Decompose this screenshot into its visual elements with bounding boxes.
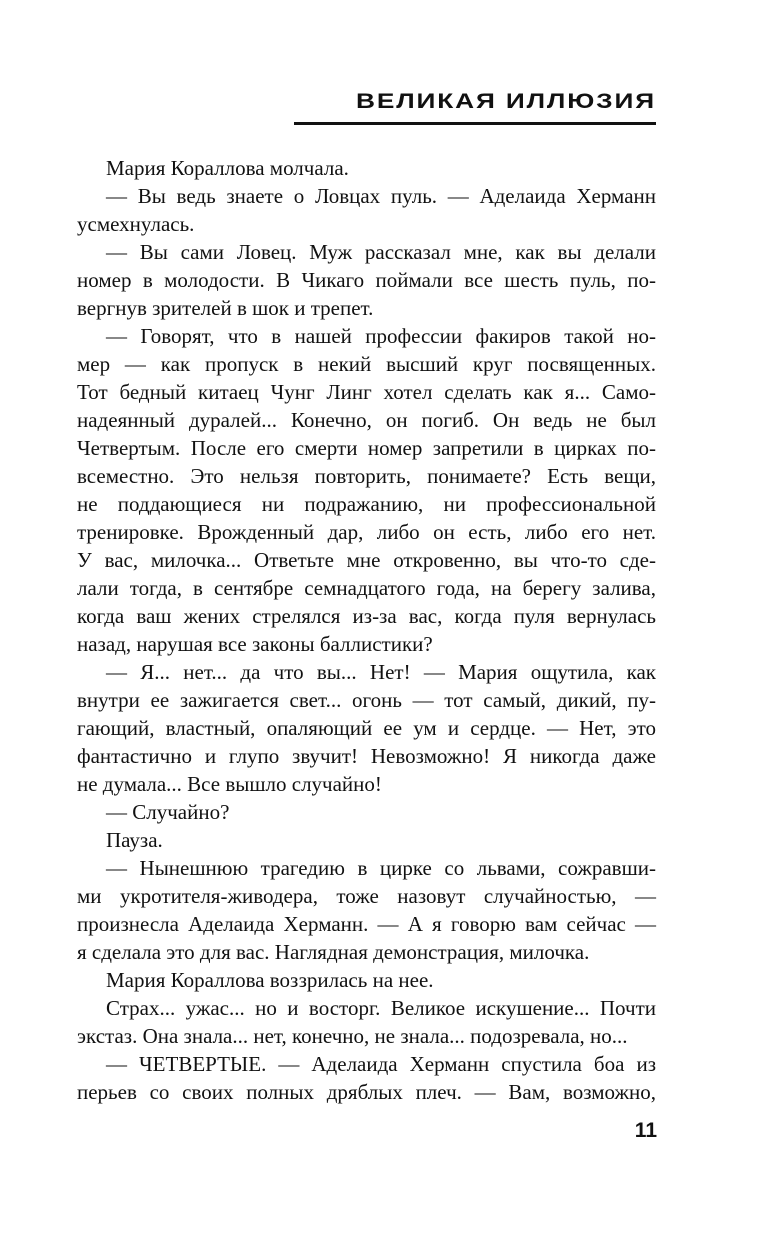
text-line: — Говорят, что в нашей профессии факиров такой но- — [106, 324, 656, 348]
text-line: тренировке. Врожденный дар, либо он есть, либо его нет. — [77, 520, 656, 544]
text-line: экстаз. Она знала... нет, конечно, не знала... подозревала, но... — [77, 1024, 628, 1048]
text-line: — Нынешнюю трагедию в цирке со львами, сожравши- — [106, 856, 656, 880]
text-line: вергнув зрителей в шок и трепет. — [77, 296, 374, 320]
header-rule — [294, 122, 656, 125]
text-line: фантастично и глупо звучит! Невозможно! Я никогда даже — [77, 744, 656, 768]
text-line: не думала... Все вышло случайно! — [77, 772, 382, 796]
text-line: Мария Кораллова молчала. — [106, 156, 349, 180]
text-line: Мария Кораллова воззрилась на нее. — [106, 968, 434, 992]
text-line: произнесла Аделаида Херманн. — А я говорю вам сейчас — — [77, 912, 656, 936]
text-line: не поддающиеся ни подражанию, ни профессиональной — [77, 492, 656, 516]
text-line: Пауза. — [106, 828, 163, 852]
body-text — [77, 154, 656, 1106]
text-line: Страх... ужас... но и восторг. Великое искушение... Почти — [106, 996, 656, 1020]
text-line: усмехнулась. — [77, 212, 195, 236]
text-line: назад, нарушая все законы баллистики? — [77, 632, 433, 656]
text-line: перьев со своих полных дряблых плеч. — Вам, возможно, — [77, 1080, 656, 1104]
text-line: номер в молодости. В Чикаго поймали все шесть пуль, по- — [77, 268, 656, 292]
text-line: ми укротителя-живодера, тоже назовут случайностью, — — [77, 884, 656, 908]
text-line: — ЧЕТВЕРТЫЕ. — Аделаида Херманн спустила боа из — [106, 1052, 656, 1076]
text-line: лали тогда, в сентябре семнадцатого года, на берегу залива, — [77, 576, 656, 600]
text-line: — Случайно? — [106, 800, 230, 824]
text-line: У вас, милочка... Ответьте мне откровенно, вы что-то сде- — [77, 548, 656, 572]
text-line: я сделала это для вас. Наглядная демонстрация, милочка. — [77, 940, 590, 964]
text-line: мер — как пропуск в некий высший круг посвященных. — [77, 352, 656, 376]
page-number: 11 — [634, 1119, 657, 1142]
text-line: гающий, властный, опаляющий ее ум и сердце. — Нет, это — [77, 716, 656, 740]
text-line: — Вы сами Ловец. Муж рассказал мне, как вы делали — [106, 240, 656, 264]
running-header: ВЕЛИКАЯ ИЛЛЮЗИЯ — [356, 90, 656, 113]
text-line: Тот бедный китаец Чунг Линг хотел сделать как я... Само- — [77, 380, 656, 404]
text-line: Четвертым. После его смерти номер запретили в цирках по- — [77, 436, 656, 460]
text-line: всеместно. Это нельзя повторить, понимаете? Есть вещи, — [77, 464, 656, 488]
text-line: — Вы ведь знаете о Ловцах пуль. — Аделаида Херманн — [106, 184, 656, 208]
text-line: надеянный дуралей... Конечно, он погиб. Он ведь не был — [77, 408, 656, 432]
text-line: — Я... нет... да что вы... Нет! — Мария ощутила, как — [106, 660, 656, 684]
text-line: когда ваш жених стрелялся из-за вас, когда пуля вернулась — [77, 604, 656, 628]
text-line: внутри ее зажигается свет... огонь — тот самый, дикий, пу- — [77, 688, 656, 712]
